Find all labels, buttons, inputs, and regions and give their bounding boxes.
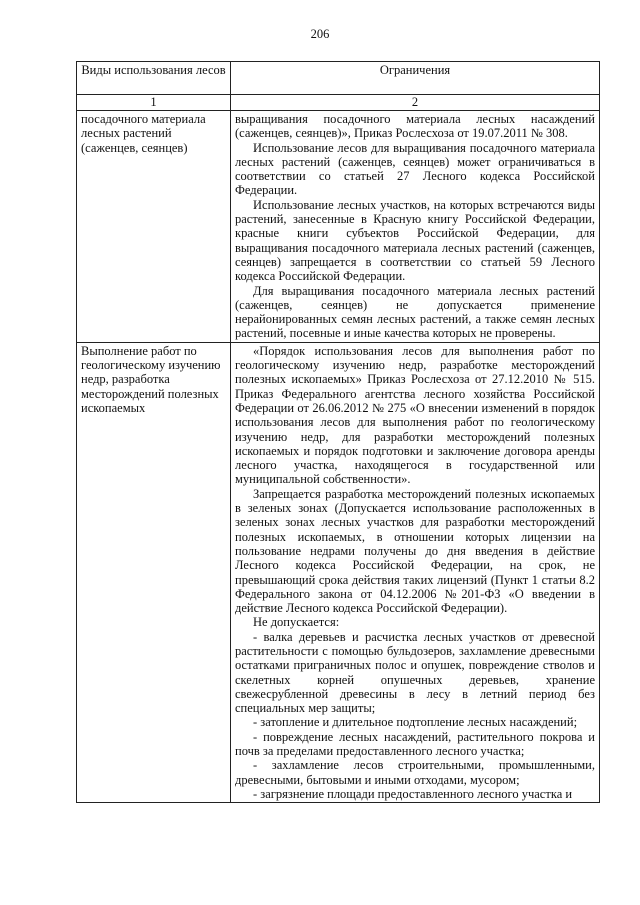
table-row (77, 111, 600, 343)
restriction-paragraph: выращивания посадочного материала лесных насаждений (саженцев, сеянцев)», Приказ Рослесхоза от 19.07.2011 № 308. (235, 112, 595, 141)
restrictions-cell (231, 111, 600, 343)
restriction-list-item: - повреждение лесных насаждений, растительного покрова и почв за пределами предоставленного лесного участка; (235, 729, 595, 759)
column-numbers-row (77, 95, 600, 111)
header-col-restrictions: Ограничения (231, 62, 600, 95)
restriction-paragraph: Использование лесов для выращивания посадочного материала лесных растений (саженцев, сеянцев) может ограничиваться в соответствии со статьей 27 Лесного кодекса Российской Федерации. (235, 140, 595, 198)
restriction-list-item: - затопление и длительное подтопление лесных насаждений; (253, 715, 578, 730)
restrictions-table (76, 61, 600, 803)
column-number-2: 2 (231, 95, 600, 111)
restriction-paragraph: «Порядок использования лесов для выполнения работ по геологическому изучению недр, разработке месторождений полезных ископаемых» Приказ Рослесхоза от 27.12.2010 № 515. Приказ Федерального агентства лесного хозяйства Российской Федерации от 26.06.2012 № 275 «О внесении изменений в порядок использования лесов для выполнения работ по геологическому изучению недр, для разработки месторождений полезных ископаемых и порядок подготовки и заключение договора аренды лесного участка, находящегося в государственной или муниципальной собственности». (235, 343, 595, 487)
restriction-paragraph: Использование лесных участков, на которых встречаются виды растений, занесенные в Красную книгу Российской Федерации, красные книги субъектов Российской Федерации, для выращивания посадочного материала лесных растений (саженцев, сеянцев) запрещается в соответствии со статьей 59 Лесного кодекса Российской Федерации. (235, 197, 595, 284)
usage-type-cell: посадочного материала лесных растений (саженцев, сеянцев) (77, 111, 231, 343)
restriction-list-item: - загрязнение площади предоставленного лесного участка и (253, 786, 573, 801)
column-number-1: 1 (77, 95, 231, 111)
restrictions-cell (231, 342, 600, 803)
header-col-usage-types: Виды использования лесов (77, 62, 231, 95)
restriction-list-item: - захламление лесов строительными, промышленными, древесными, бытовыми и иными отходами, мусором; (235, 758, 595, 787)
table-row (77, 342, 600, 803)
restriction-paragraph: Для выращивания посадочного материала лесных растений (саженцев, сеянцев) не допускается применение нерайонированных семян лесных растений, а также семян лесных растений, посевные и иные качества которых не проверены. (235, 283, 595, 341)
table-header-row (77, 62, 600, 95)
restriction-list-item: - валка деревьев и расчистка лесных участков от древесной растительности с помощью бульдозеров, захламление древесными остатками приграничных полос и опушек, повреждение стволов и скелетных корней опушечных деревьев, хранение свежесрубленной древесины в лесу в летний период без специальных мер защиты; (235, 629, 595, 716)
usage-type-cell: Выполнение работ по геологическому изучению недр, разработка месторождений полезных ископаемых (77, 342, 231, 803)
restriction-paragraph: Запрещается разработка месторождений полезных ископаемых в зеленых зонах (Допускается использование расположенных в зеленых зонах лесных участков для разработки месторождений полезных ископаемых, в отношении которых лицензии на пользование недрами получены до дня введения в действие Лесного кодекса Российской Федерации, на срок, не превышающий срока действия таких лицензий (Пункт 1 статьи 8.2 Федерального закона от 04.12.2006 №201-ФЗ «О введении в действие Лесного кодекса Российской Федерации). (235, 486, 595, 616)
page-number: 206 (310, 27, 330, 41)
restriction-paragraph: Не допускается: (253, 615, 340, 630)
